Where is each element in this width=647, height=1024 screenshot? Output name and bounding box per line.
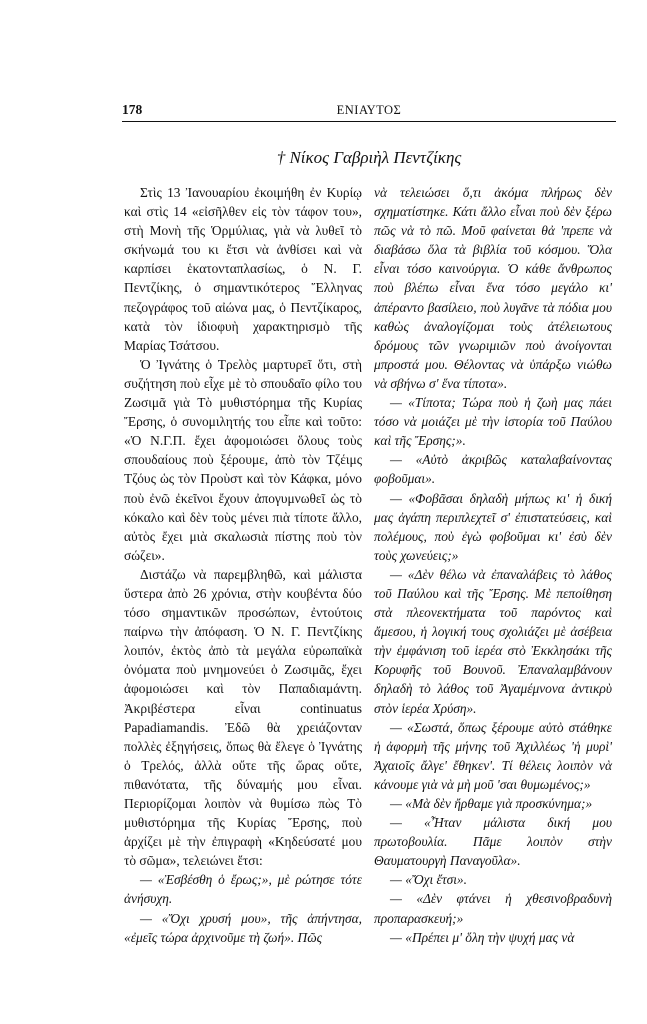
running-title: ΕΝΙΑΥΤΟΣ bbox=[336, 103, 402, 117]
paragraph: Διστάζω νὰ παρεμβληθῶ, καὶ μάλιστα ὕστερα ἀπὸ 26 χρόνια, στὴν κουβέντα δύο τόσο σημαντικῶν προσώπων, ἐντούτοις παίρνω τὴν ἀπόφαση. Ὁ Ν. Γ. Πεντζίκης λοιπόν, ἐκτὸς ἀπὸ τὰ μεγάλα εὐρωπαϊκὰ ὀνόματα ποὺ μνημονεύει ὁ Ζωσιμᾶς, ἔχει ἀφομοιώσει καὶ τὸν Παπαδιαμάντη. Ἀκριβέστερα εἶναι continuatus Papadiamandis. Ἐδῶ θὰ χρειάζονταν πολλὲς ἐξηγήσεις, ὅπως θὰ ἔλεγε ὁ Ἰγνάτης ὁ Τρελός, ἀλλὰ οὔτε τῆς ὥρας οὔτε, πιθανότατα, τῆς δύναμής μου εἶναι. Περιορίζομαι λοιπὸν νὰ θυμίσω πὼς Τὸ μυθιστόρημα τῆς Κυρίας Ἔρσης, ποὺ ἀρχίζει μὲ τὴν ἐπιγραφὴ «Κηδεύσατέ μου τὸ σῶμα», τελειώνει ἔτσι: bbox=[124, 566, 362, 869]
dialogue-line: — «Τίποτα; Τώρα ποὺ ἡ ζωὴ μας πάει τόσο νὰ μοιάζει μὲ τὴν ἱστορία τοῦ Παύλου καὶ τῆς Ἔρσης;». bbox=[374, 395, 612, 449]
left-column bbox=[124, 183, 362, 947]
header-rule bbox=[122, 121, 616, 122]
running-header bbox=[122, 102, 616, 120]
dialogue-line: — «Δὲν θέλω νὰ ἐπαναλάβεις τὸ λάθος τοῦ Παύλου καὶ τῆς Ἔρσης. Μὲ πεποίθηση στὰ πλεονεκτήματα τοῦ παρόντος καὶ ἄμεσου, ἡ λογική τους σχολιάζει μὲ ἀσέβεια τὴν ἐμφάνιση τοῦ ἱερέα στὸ Ἐκκλησάκι τῆς Κορυφῆς τοῦ Βουνοῦ. Ἐπαναλαμβάνουν δηλαδὴ τὸ λάθος τοῦ Ἀγαμέμνονα ἀντικρὺ στὸν ἱερέα Χρύση». bbox=[374, 566, 612, 716]
dialogue-line: — «Σωστά, ὅπως ξέρουμε αὐτὸ στάθηκε ἡ ἀφορμὴ τῆς μήνης τοῦ Ἀχιλλέως 'ἡ μυρὶ' Ἀχαιοῖς ἄλγε' ἔθηκεν'. Τί θέλεις λοιπὸν νὰ κάνουμε γιὰ νὰ μὴ μοῦ 'σαι θυμωμένος;» bbox=[374, 719, 612, 792]
paragraph: Στὶς 13 Ἰανουαρίου ἐκοιμήθη ἐν Κυρίῳ καὶ στὶς 14 «εἰσῆλθεν εἰς τὸν τάφον του», στὴ Μονὴ τῆς Ὁρμύλιας, γιὰ νὰ λυθεῖ τὸ σκήνωμά του κι ἔτσι νὰ ἀνθίσει καὶ νὰ καρπίσει ἑκατονταπλασίως, ὁ Ν. Γ. Πεντζίκης, ὁ σημαντικότερος Ἕλληνας πεζογράφος τοῦ αἰώνα μας, ὁ Πεντζίκαρος, κατὰ τὸν ἰδιοφυὴ χαρακτηρισμὸ τῆς Μαρίας Τσάτσου. bbox=[124, 185, 362, 353]
dialogue-line: — «Πρέπει μ' ὅλη τὴν ψυχή μας νὰ bbox=[390, 929, 575, 945]
paragraph: Ὁ Ἰγνάτης ὁ Τρελὸς μαρτυρεῖ ὅτι, στὴ συζήτηση ποὺ εἶχε μὲ τὸ σπουδαῖο φίλο του Ζωσιμᾶ γιὰ Τὸ μυθιστόρημα τῆς Κυρίας Ἔρσης, ὁ συνομιλητής του εἶπε καὶ τοῦτο: «Ὁ Ν.Γ.Π. ἔχει ἀφομοιώσει ὅλους τοὺς σπουδαίους ποὺ ξέρουμε, ἀπὸ τὸν Τζέιμς Τζόυς ὡς τὸν Προὺστ καὶ τὸν Κάφκα, μόνο ποὺ ἐνῶ ἐκεῖνοι ἔχουν ἀπογυμνωθεῖ ὡς τὸ κόκαλο καὶ δὲν τοὺς μένει πιὰ τίποτε ἄλλο, αὐτὸς ἔχει μιὰ σκαλωσιὰ πίστης ποὺ τὸν σώζει». bbox=[124, 356, 362, 563]
paragraph: νὰ τελειώσει ὅ,τι ἀκόμα πλήρως δὲν σχηματίστηκε. Κάτι ἄλλο εἶναι ποὺ δὲν ξέρω πῶς νὰ τὸ πῶ. Μοῦ φαίνεται θἀ 'πρεπε νὰ διαβάσω ὅλα τὰ βιβλία τοῦ κόσμου. Ὅλα εἶναι τόσο καινούργια. Ὁ κάθε ἄνθρωπος ποὺ βλέπω εἶναι ἕνα τόσο μεγάλο κι' ἀπέραντο βασίλειο, ποὺ λυγᾶνε τὰ πόδια μου καθὼς ἀναλογίζομαι τοὺς ἀτέλειωτους δρόμους τῶν γνωριμιῶν ποὺ ἀνοίγονται μπροστά μου. Θέλοντας νὰ ὑπάρξω νιώθω νὰ σβήνω σ' ἕνα τίποτα». bbox=[374, 185, 612, 391]
dialogue-line: — «Ὄχι χρυσή μου», τῆς ἀπήντησα, «ἐμεῖς τώρα ἀρχινοῦμε τὴ ζωή». Πῶς bbox=[124, 910, 362, 945]
page-number: 178 bbox=[122, 102, 143, 117]
dialogue-line: — «Δὲν φτάνει ἡ χθεσινοβραδυνὴ προπαρασκευή;» bbox=[374, 891, 612, 926]
dialogue-line: — «Αὐτὸ ἀκριβῶς καταλαβαίνοντας φοβοῦμαι». bbox=[374, 452, 612, 487]
dialogue-line: — «Μὰ δὲν ἤρθαμε γιὰ προσκύνημα;» bbox=[390, 796, 593, 811]
dialogue-line: — «Ὄχι ἔτσι». bbox=[390, 872, 467, 888]
dialogue-line: — «Ἐσβέσθη ὁ ἔρως;», μὲ ρώτησε τότε ἀνήσυχη. bbox=[124, 872, 362, 907]
dialogue-line: — «Φοβᾶσαι δηλαδὴ μήπως κι' ἡ δική μας ἀγάπη περιπλεχτεῖ σ' ἐπιστατεύσεις, καὶ πολέμους, ποὺ ἐγὼ φοβοῦμαι κι' ἐσὺ δὲν τοὺς χωνεύεις;» bbox=[374, 490, 612, 563]
right-column bbox=[374, 183, 612, 947]
dialogue-line: — «Ἦταν μάλιστα δική μου πρωτοβουλία. Πᾶμε λοιπὸν στὴν Θαυματουργὴ Παναγοῦλα». bbox=[374, 815, 612, 869]
article-title: † Νίκος Γαβριὴλ Πεντζίκης bbox=[276, 148, 462, 167]
